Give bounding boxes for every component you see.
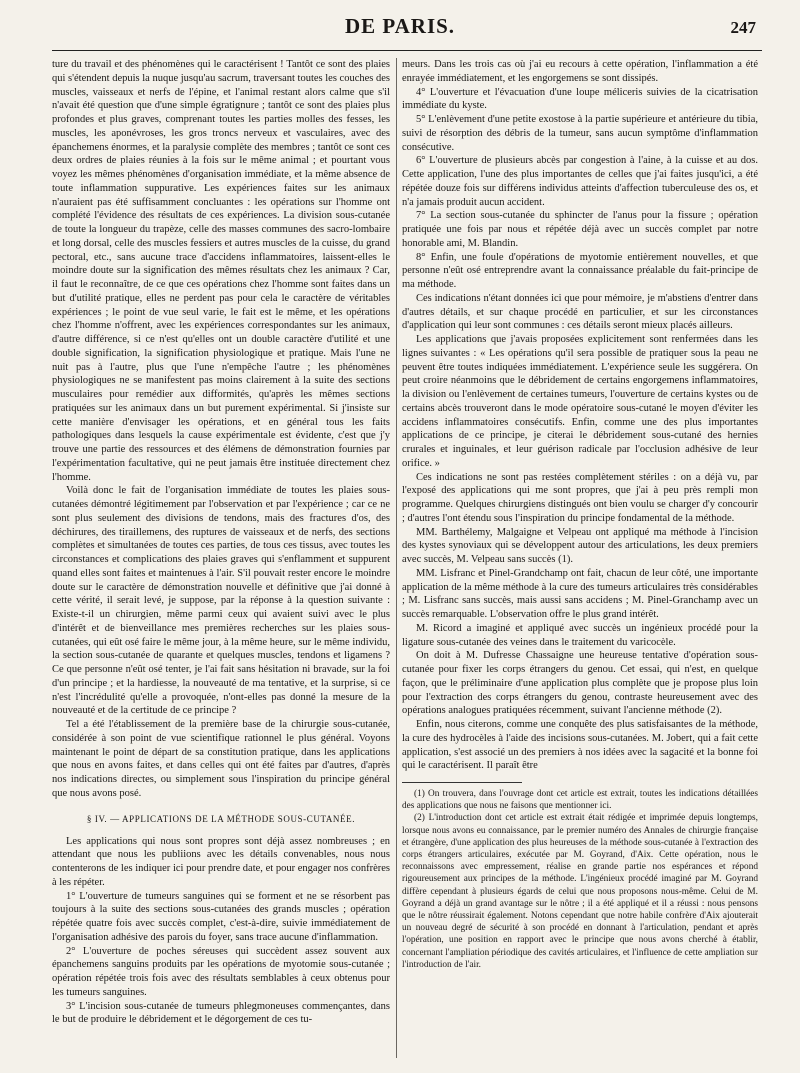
paragraph: Voilà donc le fait de l'organisation immédiate de toutes les plaies sous-cutanées démontré légitimement par l'observation et par l'expérience ; car ce ne sont plus seulement des divisions de tendons, mais des fractures d'os, des déchirures, des tiraillemens, des ruptures de vaisseaux et de nerfs, des sections complètes et simultanées de toutes ces parties, de tous ces tissus, avec toutes les circonstances et complications des plaies graves qui s'enflamment et suppurent quand elles sont faites et maintenues à l'air. S'il pouvait rester encore le moindre doute sur le caractère de démonstration nouvelle et définitive que j'ai donné à cette vérité, il serait levé, je suppose, par la réponse à la question suivante : Existe-t-il un chirurgien, même parmi ceux qui avaient suivi avec le plus d'intérêt et de bienveillance mes premières recherches sur les plaies sous-cutanées, qui eût osé faire le même jour, à la même heure, sur le même individu, la section sous-cutanée de quarante et quelques muscles, tendons et ligamens ? Ce que personne n'eût osé tenter, je l'ai fait sans hésitation ni bravade, sur la foi d'un principe ; et la hardiesse, la nouveauté de ma tentative, et la surprise, si ce n'est l'incrédulité qu'elle a provoquée, n'ont-elles pas donné la mesure de la nouveauté et de la certitude de ce principe ? [52, 485, 390, 717]
footnote: (1) On trouvera, dans l'ouvrage dont cet article est extrait, toutes les indications détaillées des applications que nous ne faisons que mentionner ici. [402, 789, 758, 812]
header-rule [52, 50, 762, 51]
list-item: 8° Enfin, une foule d'opérations de myotomie entièrement nouvelles, et que personne n'eût osé entreprendre avant la connaissance préalable du fait-principe de ma méthode. [402, 251, 758, 290]
list-item: 2° L'ouverture de poches séreuses qui succèdent assez souvent aux épanchemens sanguins produits par les opérations de myotomie sous-cutanée ; opération répétée trois fois avec des résultats semblables à ceux obtenus pour les tumeurs sanguines. [52, 945, 390, 998]
left-column [52, 58, 390, 1027]
paragraph: MM. Barthélemy, Malgaigne et Velpeau ont appliqué ma méthode à l'incision des kystes synoviaux qui se développent autour des articulations, les deux premiers avec succès, M. Velpeau sans succès (1). [402, 526, 758, 565]
paragraph: Enfin, nous citerons, comme une conquête des plus satisfaisantes de la méthode, la cure des hydrocèles à l'aide des incisions sous-cutanées. M. Jobert, qui a fait cette application, s'est associé un des premiers à nos idées avec la sagacité et la bonne foi qui le caractérisent. Il paraît être [402, 719, 758, 772]
list-item: 3° L'incision sous-cutanée de tumeurs phlegmoneuses commençantes, dans le but de produire le débridement et le dégorgement de ces tu- [52, 1000, 390, 1026]
column-divider [396, 58, 397, 1058]
footnote: (2) L'introduction dont cet article est extrait était rédigée et imprimée depuis longtemps, lorsque nous avons eu connaissance, par le premier numéro des Annales de chirurgie française et étrangère, d'une application des plus heureuses de la méthode sous-cutanée à l'extraction des corps étrangers articulaires, exécutée par M. Goyrand, d'Aix. Cette opération, nous le reconnaissons avec empressement, réalise en grande partie nos espérances et répond rigoureusement aux principes de la méthode. L'ingénieux procédé imaginé par M. Goyrand diffère cependant à plusieurs égards de celui que nous proposons nous-même. Celui de M. Goyrand a déjà un grand avantage sur le nôtre ; il a été appliqué et il a réussi : nous pensons que le nôtre réussirait également. Notons cependant que notre habile confrère d'Aix ajouterait un nouveau degré de sécurité à son procédé en donnant à l'articulation, pendant et après l'opération, une position en rapport avec le principe que nous avons cherché à établir, concernant l'ampliation périodique des cavités articulaires, et l'influence de cette ampliation sur l'introduction de l'air. [402, 813, 758, 970]
footnote-rule [402, 782, 522, 783]
paragraph: M. Ricord a imaginé et appliqué avec succès un ingénieux procédé pour la ligature sous-cutanée des veines dans le traitement du varicocèle. [402, 622, 758, 648]
page-number: 247 [730, 18, 756, 37]
right-column [402, 58, 758, 971]
running-head-title: DE PARIS. [344, 14, 456, 38]
paragraph: Ces indications n'étant données ici que pour mémoire, je m'abstiens d'entrer dans d'autres détails, et sur chaque procédé en particulier, et sur les circonstances d'application qui leur sont communes : ces détails seront mieux placés ailleurs. [402, 292, 758, 332]
paragraph: Les applications que j'avais proposées explicitement sont renfermées dans les lignes suivantes : « Les opérations qu'il sera possible de pratiquer sous la peau ne peuvent être toutes indiquées immédiatement. L'expérience seule les suggérera. On peut croire néanmoins que le débridement de certains engorgemens inflammatoires, la division ou l'enlèvement de certaines tumeurs, l'ouverture de certains kystes ou de certains abcès trouveront dans le mode opératoire sous-cutané le moyen d'éviter les accidens inflammatoires consécutifs. Enfin, comme une des plus importantes applications de ce principe, je citerai le débridement sous-cutané des hernies crurales et inguinales, et leur guérison radicale par l'occlusion adhésive de leur orifice. » [402, 334, 758, 469]
paragraph: Les applications qui nous sont propres sont déjà assez nombreuses ; en attendant que nous les publiions avec les détails convenables, nous nous contenterons de les indiquer ici pour prendre date, et pour engager nos confrères à les répéter. [52, 835, 390, 888]
paragraph: meurs. Dans les trois cas où j'ai eu recours à cette opération, l'inflammation a été enrayée immédiatement, et les engorgemens se sont dissipés. [402, 59, 758, 84]
list-item: 5° L'enlèvement d'une petite exostose à la partie supérieure et antérieure du tibia, suivi de résorption des débris de la tumeur, sans aucun symptôme d'inflammation consécutive. [402, 114, 758, 153]
paragraph: MM. Lisfranc et Pinel-Grandchamp ont fait, chacun de leur côté, une importante application de la même méthode à la cure des tumeurs articulaires très considérables ; M. Lisfranc sans succès, mais aussi sans accidens ; M. Pinel-Granchamp avec un succès remarquable. L'observation offre le plus grand intérêt. [402, 567, 758, 620]
list-item: 4° L'ouverture et l'évacuation d'une loupe méliceris suivies de la cicatrisation immédiate du kyste. [402, 86, 758, 112]
list-item: 6° L'ouverture de plusieurs abcès par congestion à l'aine, à la cuisse et au dos. Cette application, l'une des plus importantes de celles que j'ai faites jusqu'ici, a été répétée douze fois sur différens individus atteints d'affection tuberculeuse des os, et n'a jamais produit aucun accident. [402, 155, 758, 208]
list-item: 1° L'ouverture de tumeurs sanguines qui se forment et ne se résorbent pas toujours à la suite des sections sous-cutanées des grands muscles ; opération répétée quatre fois avec succès complet, c'est-à-dire, suivie immédiatement de l'organisation adhésive des parois du foyer, sans trace aucune d'inflammation. [52, 890, 390, 943]
paragraph: Ces indications ne sont pas restées complètement stériles : on a déjà vu, par l'exposé des applications qui me sont propres, que j'ai à peu près rempli mon programme. Quelques chirurgiens distingués ont bien voulu se charger d'y concourir ; d'autres l'ont étendu sous l'inspiration du principe fondamental de la méthode. [402, 471, 758, 524]
section-heading: § IV. — APPLICATIONS DE LA MÉTHODE SOUS-CUTANÉE. [86, 813, 356, 824]
paragraph: Tel a été l'établissement de la première base de la chirurgie sous-cutanée, considérée à son point de vue scientifique rationnel le plus général. Voyons maintenant le point de départ de sa constitution pratique, dans les applications que nous en avons faites, et dans celles qui ont été faites par d'autres, d'après nos indications directes, ou simplement sous l'inspiration du principe général que nous avons posé. [52, 719, 390, 799]
list-item: 7° La section sous-cutanée du sphincter de l'anus pour la fissure ; opération pratiquée une fois par nous et répétée déjà avec un succès complet par notre honorable ami, M. Blandin. [402, 210, 758, 249]
running-head [0, 10, 800, 44]
paragraph: On doit à M. Dufresse Chassaigne une heureuse tentative d'opération sous-cutanée pour fixer les corps étrangers du genou. Cet essai, qui n'est, en quelque façon, que le préliminaire d'une application plus complète que je propose plus loin pour l'extraction des corps étrangers du genou, contraste heureusement avec des opérations analogues pratiquées récemment, suivant l'ancienne méthode (2). [402, 650, 758, 717]
paragraph: ture du travail et des phénomènes qui le caractérisent ! Tantôt ce sont des plaies qui s'étendent depuis la nuque jusqu'au sacrum, traversant toutes les couches des muscles, vaisseaux et nerfs de l'épine, et l'animal restant alors calme que s'il n'avait été question que d'une simple égratignure ; tantôt ce sont des plaies plus profondes et plus graves, comprenant toutes les parties molles des fesses, les muscles, les aponévroses, les gros troncs nerveux et vasculaires, avec des épanchemens énormes, et la paralysie complète des membres ; tantôt ce sont ces deux ordres de plaies réunies à la fois sur le même animal ; et pourtant vous voyez les mêmes phénomènes d'organisation immédiate, et la même absence de toute inflammation suppurative. Les expériences faites sur les animaux n'auraient pas été suffisamment concluantes : les opérations sur l'homme ont complété l'évidence des résultats de ces expériences. La division sous-cutanée de toute la longueur du trapèze, celle des masses communes des sacro-lombaire et long dorsal, celle des muscles fessiers et autres muscles de la cuisse, du grand pectoral, etc., sans aucune trace d'accidens inflammatoires, laissent-elles le moindre doute sur la signification des mêmes résultats chez les animaux ? Car, il faut le reconnaître, de ce que ces opérations chez l'homme sont faites dans un but d'utilité pratique, elles ne perdent pas pour cela le caractère de véritables expériences ; le point de vue seul varie, le fait est le même, et les opérations chez l'homme n'offrent, avec les expériences correspondantes sur les animaux, d'autre différence, si ce n'est qu'elles ont un double caractère d'utilité et une double signification, la signification physiologique et pratique. Mais l'une ne nuit pas à l'autre, plus que l'une n'empêche l'autre ; les phénomènes physiologiques ne se manifestent pas moins clairement à la suite des sections musculaires pour remédier aux difformités, qu'après les mêmes sections pratiquées sur les animaux dans un but purement expérimental. Si j'insiste sur cette manière d'envisager les opérations, et en général tous les faits pathologiques dans lesquels la cause expérimentale est évidente, c'est que j'y trouve une partie des ressources et des élémens de démonstration fournies par l'expérimentation facultative, qui ne peut jamais être instituée directement chez l'homme. [52, 59, 390, 483]
